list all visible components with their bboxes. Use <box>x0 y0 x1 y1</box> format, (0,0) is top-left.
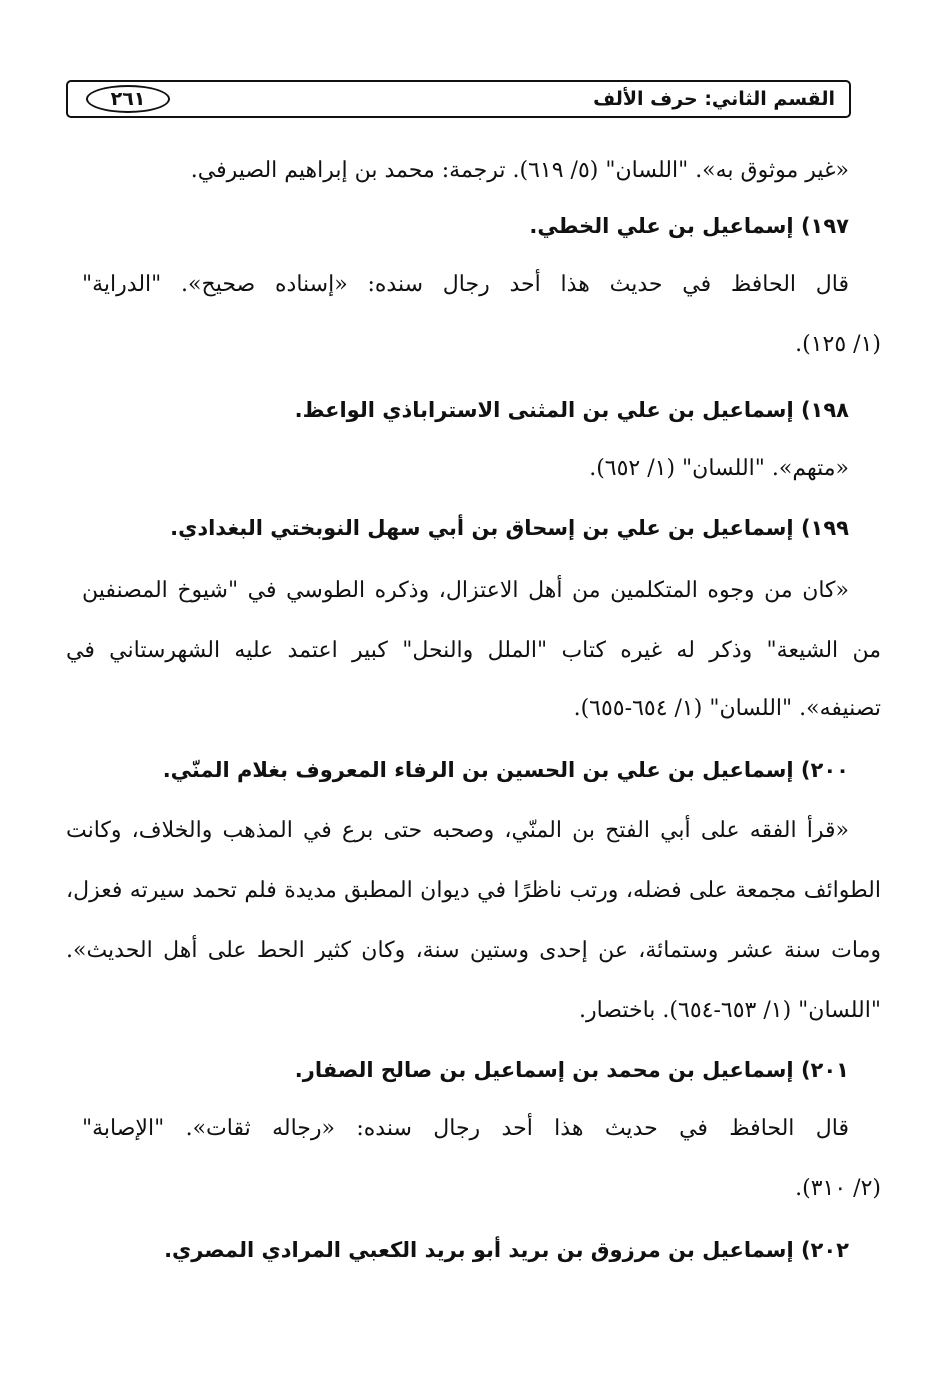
text-line: «متهم». "اللسان" (١/ ٦٥٢). <box>589 456 849 481</box>
text-line: ومات سنة عشر وستمائة، عن إحدى وستين سنة، وكان كثير الحط على أهل الحديث». <box>66 938 881 963</box>
text-line: «كان من وجوه المتكلمين من أهل الاعتزال، وذكره الطوسي في "شيوخ المصنفين <box>82 578 849 603</box>
text-line: قال الحافظ في حديث هذا أحد رجال سنده: «إسناده صحيح». "الدراية" <box>82 272 849 297</box>
text-line: قال الحافظ في حديث هذا أحد رجال سنده: «رجاله ثقات». "الإصابة" <box>82 1116 849 1141</box>
text-line: «غير موثوق به». "اللسان" (٥/ ٦١٩). ترجمة: محمد بن إبراهيم الصيرفي. <box>190 158 849 183</box>
entry-heading-199: ١٩٩) إسماعيل بن علي بن إسحاق بن أبي سهل النوبختي البغدادي. <box>170 516 849 540</box>
text-line: الطوائف مجمعة على فضله، ورتب ناظرًا في ديوان المطبق مديدة فلم تحمد سيرته فعزل، <box>66 878 882 903</box>
entry-heading-197: ١٩٧) إسماعيل بن علي الخطي. <box>529 214 849 238</box>
text-line: «قرأ الفقه على أبي الفتح بن المنّي، وصحبه حتى برع في المذهب والخلاف، وكانت <box>66 818 849 843</box>
entry-heading-202: ٢٠٢) إسماعيل بن مرزوق بن بريد أبو بريد الكعبي المرادي المصري. <box>164 1238 849 1262</box>
section-title: القسم الثاني: حرف الألف <box>593 88 835 110</box>
text-line: من الشيعة" وذكر له غيره كتاب "الملل والنحل" كبير اعتمد عليه الشهرستاني في <box>66 638 881 663</box>
text-line: (١/ ١٢٥). <box>795 332 881 357</box>
entry-heading-200: ٢٠٠) إسماعيل بن علي بن الحسين بن الرفاء المعروف بغلام المنّي. <box>162 758 849 782</box>
text-line: تصنيفه». "اللسان" (١/ ٦٥٤-٦٥٥). <box>573 696 881 721</box>
entry-heading-201: ٢٠١) إسماعيل بن محمد بن إسماعيل بن صالح الصفار. <box>294 1058 849 1082</box>
entry-heading-198: ١٩٨) إسماعيل بن علي بن المثنى الاستراباذي الواعظ. <box>294 398 849 422</box>
page-number: ٢٦١ <box>86 85 170 113</box>
running-header <box>66 80 851 118</box>
text-line: "اللسان" (١/ ٦٥٣-٦٥٤). باختصار. <box>578 998 881 1023</box>
text-line: (٢/ ٣١٠). <box>795 1176 881 1201</box>
